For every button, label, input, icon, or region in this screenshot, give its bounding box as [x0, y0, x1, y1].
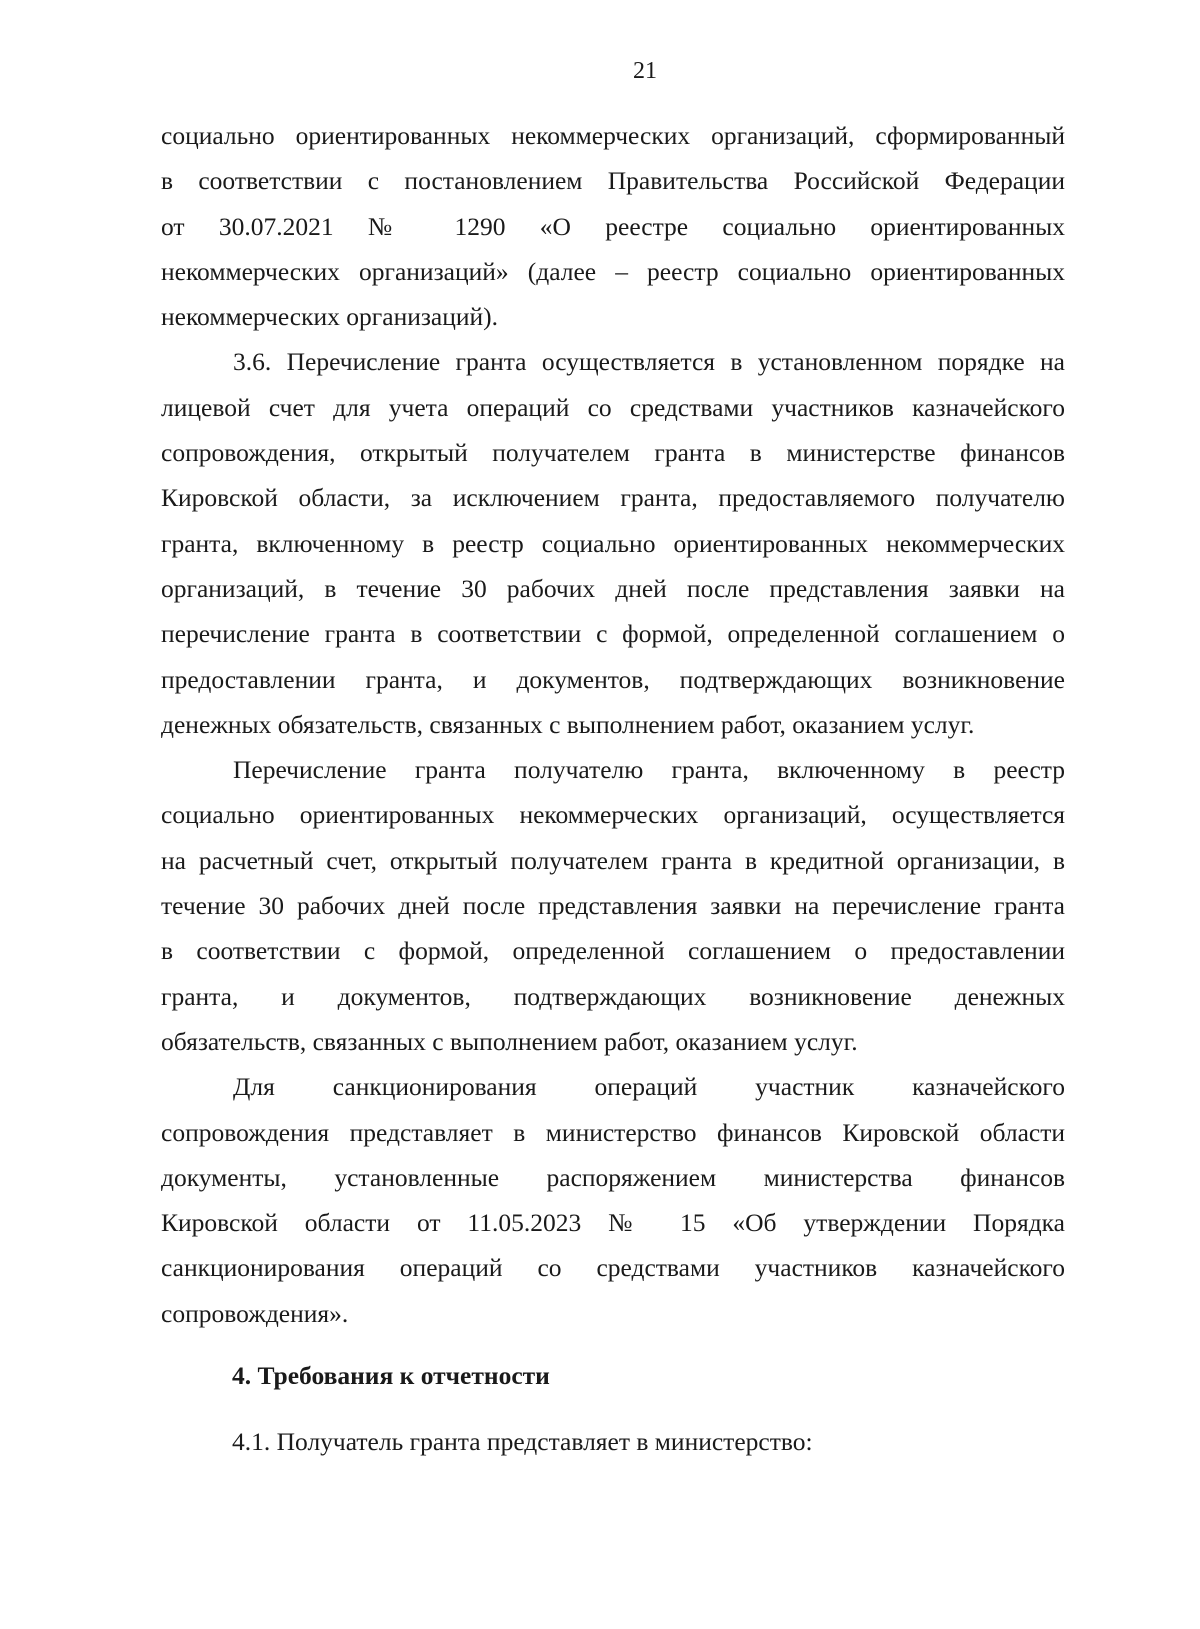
text-line: от 30.07.2021 № 1290 «О реестре социально ориентированных: [161, 211, 1065, 241]
section-heading-reporting: 4. Требования к отчетности: [232, 1361, 550, 1390]
text-line: гранта, и документов, подтверждающих возникновение денежных: [161, 981, 1065, 1011]
text-line: течение 30 рабочих дней после представления заявки на перечисление гранта: [161, 891, 1065, 921]
document-body: [161, 113, 1065, 1336]
text-line: санкционирования операций со средствами участников казначейского: [161, 1253, 1065, 1283]
text-line: некоммерческих организаций» (далее – реестр социально ориентированных: [161, 256, 1065, 286]
text-line: документы, установленные распоряжением министерства финансов: [161, 1162, 1065, 1192]
text-line: социально ориентированных некоммерческих организаций, осуществляется: [161, 800, 1065, 830]
text-line: организаций, в течение 30 рабочих дней после представления заявки на: [161, 573, 1065, 603]
text-line: социально ориентированных некоммерческих организаций, сформированный: [161, 121, 1065, 150]
clause-4-1: 4.1. Получатель гранта представляет в министерство:: [232, 1427, 813, 1456]
text-line: сопровождения представляет в министерство финансов Кировской области: [161, 1117, 1065, 1147]
text-line: в соответствии с формой, определенной соглашением о предоставлении: [161, 936, 1065, 966]
text-line: Кировской области, за исключением гранта, предоставляемого получателю: [161, 483, 1065, 513]
page-number: 21: [633, 58, 657, 84]
text-line: гранта, включенному в реестр социально ориентированных некоммерческих: [161, 528, 1065, 558]
text-line: в соответствии с постановлением Правительства Российской Федерации: [161, 166, 1065, 196]
text-line: лицевой счет для учета операций со средствами участников казначейского: [161, 392, 1065, 422]
text-line: Для санкционирования операций участник казначейского: [233, 1072, 1065, 1102]
text-line: предоставлении гранта, и документов, подтверждающих возникновение: [161, 664, 1065, 694]
paragraph-3-6: [161, 339, 1065, 747]
paragraph-registry-definition: [161, 113, 1065, 339]
text-line: сопровождения, открытый получателем гранта в министерстве финансов: [161, 438, 1065, 468]
text-line: обязательств, связанных с выполнением работ, оказанием услуг.: [161, 1026, 858, 1056]
text-line: Кировской области от 11.05.2023 № 15 «Об утверждении Порядка: [161, 1208, 1065, 1238]
text-line: денежных обязательств, связанных с выполнением работ, оказанием услуг.: [161, 709, 975, 739]
text-line: сопровождения».: [161, 1298, 349, 1328]
paragraph-settlement-account: [161, 747, 1065, 1064]
text-line: на расчетный счет, открытый получателем гранта в кредитной организации, в: [161, 845, 1065, 875]
paragraph-sanctioning: [161, 1064, 1065, 1336]
text-line: перечисление гранта в соответствии с формой, определенной соглашением о: [161, 619, 1065, 649]
text-line: 3.6. Перечисление гранта осуществляется в установленном порядке на: [233, 347, 1065, 377]
text-line: некоммерческих организаций).: [161, 302, 499, 332]
text-line: Перечисление гранта получателю гранта, включенному в реестр: [233, 755, 1065, 785]
